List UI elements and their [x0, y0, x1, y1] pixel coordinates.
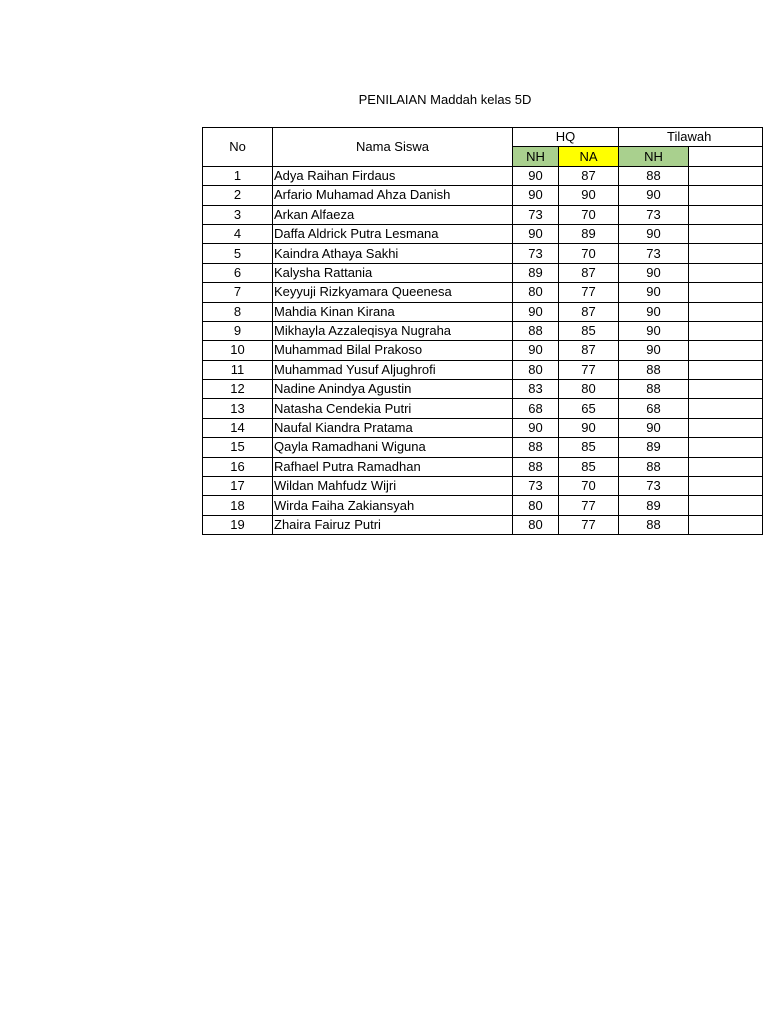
- cell-hq-nh: 88: [513, 457, 559, 476]
- cell-nama-siswa: Qayla Ramadhani Wiguna: [273, 438, 513, 457]
- grade-table: [202, 127, 763, 535]
- cell-tilawah-na: [689, 477, 763, 496]
- cell-hq-nh: 73: [513, 477, 559, 496]
- cell-no: 8: [203, 302, 273, 321]
- cell-tilawah-na: [689, 380, 763, 399]
- cell-no: 15: [203, 438, 273, 457]
- header-hq-na: NA: [559, 147, 619, 166]
- cell-nama-siswa: Arfario Muhamad Ahza Danish: [273, 186, 513, 205]
- cell-no: 4: [203, 224, 273, 243]
- cell-hq-nh: 88: [513, 321, 559, 340]
- cell-tilawah-nh: 90: [619, 341, 689, 360]
- header-group-hq: HQ: [513, 128, 619, 147]
- cell-hq-nh: 90: [513, 166, 559, 185]
- cell-tilawah-nh: 89: [619, 496, 689, 515]
- cell-tilawah-na: [689, 457, 763, 476]
- header-hq-nh: NH: [513, 147, 559, 166]
- cell-tilawah-nh: 90: [619, 321, 689, 340]
- cell-hq-na: 90: [559, 418, 619, 437]
- cell-no: 7: [203, 283, 273, 302]
- cell-tilawah-nh: 88: [619, 380, 689, 399]
- cell-nama-siswa: Wildan Mahfudz Wijri: [273, 477, 513, 496]
- cell-hq-na: 87: [559, 263, 619, 282]
- cell-nama-siswa: Mikhayla Azzaleqisya Nugraha: [273, 321, 513, 340]
- cell-no: 13: [203, 399, 273, 418]
- cell-hq-na: 85: [559, 457, 619, 476]
- table-row: [203, 244, 763, 263]
- cell-no: 16: [203, 457, 273, 476]
- cell-hq-na: 65: [559, 399, 619, 418]
- cell-nama-siswa: Rafhael Putra Ramadhan: [273, 457, 513, 476]
- cell-nama-siswa: Zhaira Fairuz Putri: [273, 515, 513, 534]
- header-group-tilawah: Tilawah: [619, 128, 763, 147]
- cell-nama-siswa: Adya Raihan Firdaus: [273, 166, 513, 185]
- cell-hq-na: 85: [559, 438, 619, 457]
- table-row: [203, 380, 763, 399]
- cell-nama-siswa: Daffa Aldrick Putra Lesmana: [273, 224, 513, 243]
- table-row: [203, 515, 763, 534]
- table-row: [203, 496, 763, 515]
- table-row: [203, 341, 763, 360]
- table-row: [203, 166, 763, 185]
- cell-hq-na: 85: [559, 321, 619, 340]
- cell-hq-nh: 90: [513, 418, 559, 437]
- cell-nama-siswa: Kaindra Athaya Sakhi: [273, 244, 513, 263]
- header-tilawah-nh: NH: [619, 147, 689, 166]
- cell-hq-nh: 80: [513, 360, 559, 379]
- table-row: [203, 302, 763, 321]
- cell-hq-nh: 90: [513, 186, 559, 205]
- cell-hq-nh: 80: [513, 515, 559, 534]
- cell-hq-na: 77: [559, 360, 619, 379]
- cell-tilawah-na: [689, 224, 763, 243]
- cell-no: 17: [203, 477, 273, 496]
- cell-hq-na: 89: [559, 224, 619, 243]
- cell-nama-siswa: Natasha Cendekia Putri: [273, 399, 513, 418]
- table-row: [203, 224, 763, 243]
- cell-hq-nh: 90: [513, 341, 559, 360]
- cell-tilawah-nh: 73: [619, 477, 689, 496]
- cell-no: 9: [203, 321, 273, 340]
- cell-tilawah-nh: 90: [619, 186, 689, 205]
- cell-tilawah-nh: 90: [619, 224, 689, 243]
- cell-hq-nh: 83: [513, 380, 559, 399]
- cell-tilawah-na: [689, 399, 763, 418]
- header-row-1: [203, 128, 763, 147]
- cell-no: 18: [203, 496, 273, 515]
- cell-tilawah-na: [689, 321, 763, 340]
- cell-tilawah-na: [689, 302, 763, 321]
- cell-nama-siswa: Arkan Alfaeza: [273, 205, 513, 224]
- table-row: [203, 263, 763, 282]
- cell-tilawah-na: [689, 360, 763, 379]
- table-row: [203, 205, 763, 224]
- cell-hq-na: 87: [559, 302, 619, 321]
- header-tilawah-na: [689, 147, 763, 166]
- table-row: [203, 477, 763, 496]
- cell-hq-na: 70: [559, 205, 619, 224]
- cell-hq-na: 70: [559, 477, 619, 496]
- table-row: [203, 418, 763, 437]
- cell-hq-nh: 73: [513, 244, 559, 263]
- table-row: [203, 360, 763, 379]
- cell-no: 14: [203, 418, 273, 437]
- cell-tilawah-nh: 90: [619, 263, 689, 282]
- cell-no: 5: [203, 244, 273, 263]
- cell-tilawah-nh: 88: [619, 166, 689, 185]
- cell-no: 10: [203, 341, 273, 360]
- cell-no: 19: [203, 515, 273, 534]
- cell-tilawah-na: [689, 418, 763, 437]
- cell-hq-na: 70: [559, 244, 619, 263]
- cell-hq-nh: 73: [513, 205, 559, 224]
- cell-nama-siswa: Mahdia Kinan Kirana: [273, 302, 513, 321]
- cell-tilawah-na: [689, 515, 763, 534]
- page-title: PENILAIAN Maddah kelas 5D: [358, 92, 532, 107]
- cell-hq-nh: 88: [513, 438, 559, 457]
- cell-nama-siswa: Muhammad Bilal Prakoso: [273, 341, 513, 360]
- cell-tilawah-na: [689, 166, 763, 185]
- header-nama-siswa: Nama Siswa: [273, 128, 513, 167]
- table-row: [203, 438, 763, 457]
- cell-hq-nh: 90: [513, 302, 559, 321]
- cell-tilawah-na: [689, 496, 763, 515]
- table-row: [203, 186, 763, 205]
- cell-tilawah-na: [689, 438, 763, 457]
- cell-hq-nh: 80: [513, 496, 559, 515]
- header-no: No: [203, 128, 273, 167]
- cell-hq-na: 77: [559, 283, 619, 302]
- cell-nama-siswa: Kalysha Rattania: [273, 263, 513, 282]
- cell-tilawah-nh: 88: [619, 515, 689, 534]
- cell-tilawah-na: [689, 244, 763, 263]
- cell-tilawah-na: [689, 341, 763, 360]
- cell-hq-na: 87: [559, 341, 619, 360]
- cell-tilawah-na: [689, 263, 763, 282]
- cell-no: 11: [203, 360, 273, 379]
- cell-tilawah-na: [689, 186, 763, 205]
- cell-no: 12: [203, 380, 273, 399]
- cell-tilawah-nh: 88: [619, 457, 689, 476]
- table-row: [203, 283, 763, 302]
- grade-table-container: [202, 127, 712, 547]
- cell-tilawah-nh: 73: [619, 244, 689, 263]
- cell-tilawah-nh: 89: [619, 438, 689, 457]
- cell-hq-nh: 68: [513, 399, 559, 418]
- cell-tilawah-nh: 90: [619, 283, 689, 302]
- cell-tilawah-nh: 90: [619, 418, 689, 437]
- cell-hq-nh: 89: [513, 263, 559, 282]
- cell-nama-siswa: Muhammad Yusuf Aljughrofi: [273, 360, 513, 379]
- cell-hq-na: 77: [559, 515, 619, 534]
- cell-hq-na: 80: [559, 380, 619, 399]
- cell-nama-siswa: Nadine Anindya Agustin: [273, 380, 513, 399]
- cell-no: 2: [203, 186, 273, 205]
- table-row: [203, 457, 763, 476]
- cell-tilawah-na: [689, 283, 763, 302]
- table-row: [203, 321, 763, 340]
- cell-nama-siswa: Naufal Kiandra Pratama: [273, 418, 513, 437]
- cell-tilawah-nh: 68: [619, 399, 689, 418]
- cell-hq-na: 90: [559, 186, 619, 205]
- cell-no: 3: [203, 205, 273, 224]
- table-row: [203, 399, 763, 418]
- cell-hq-nh: 80: [513, 283, 559, 302]
- cell-no: 1: [203, 166, 273, 185]
- cell-nama-siswa: Keyyuji Rizkyamara Queenesa: [273, 283, 513, 302]
- cell-tilawah-na: [689, 205, 763, 224]
- cell-hq-na: 87: [559, 166, 619, 185]
- cell-hq-na: 77: [559, 496, 619, 515]
- cell-tilawah-nh: 88: [619, 360, 689, 379]
- cell-no: 6: [203, 263, 273, 282]
- cell-tilawah-nh: 90: [619, 302, 689, 321]
- cell-nama-siswa: Wirda Faiha Zakiansyah: [273, 496, 513, 515]
- cell-hq-nh: 90: [513, 224, 559, 243]
- cell-tilawah-nh: 73: [619, 205, 689, 224]
